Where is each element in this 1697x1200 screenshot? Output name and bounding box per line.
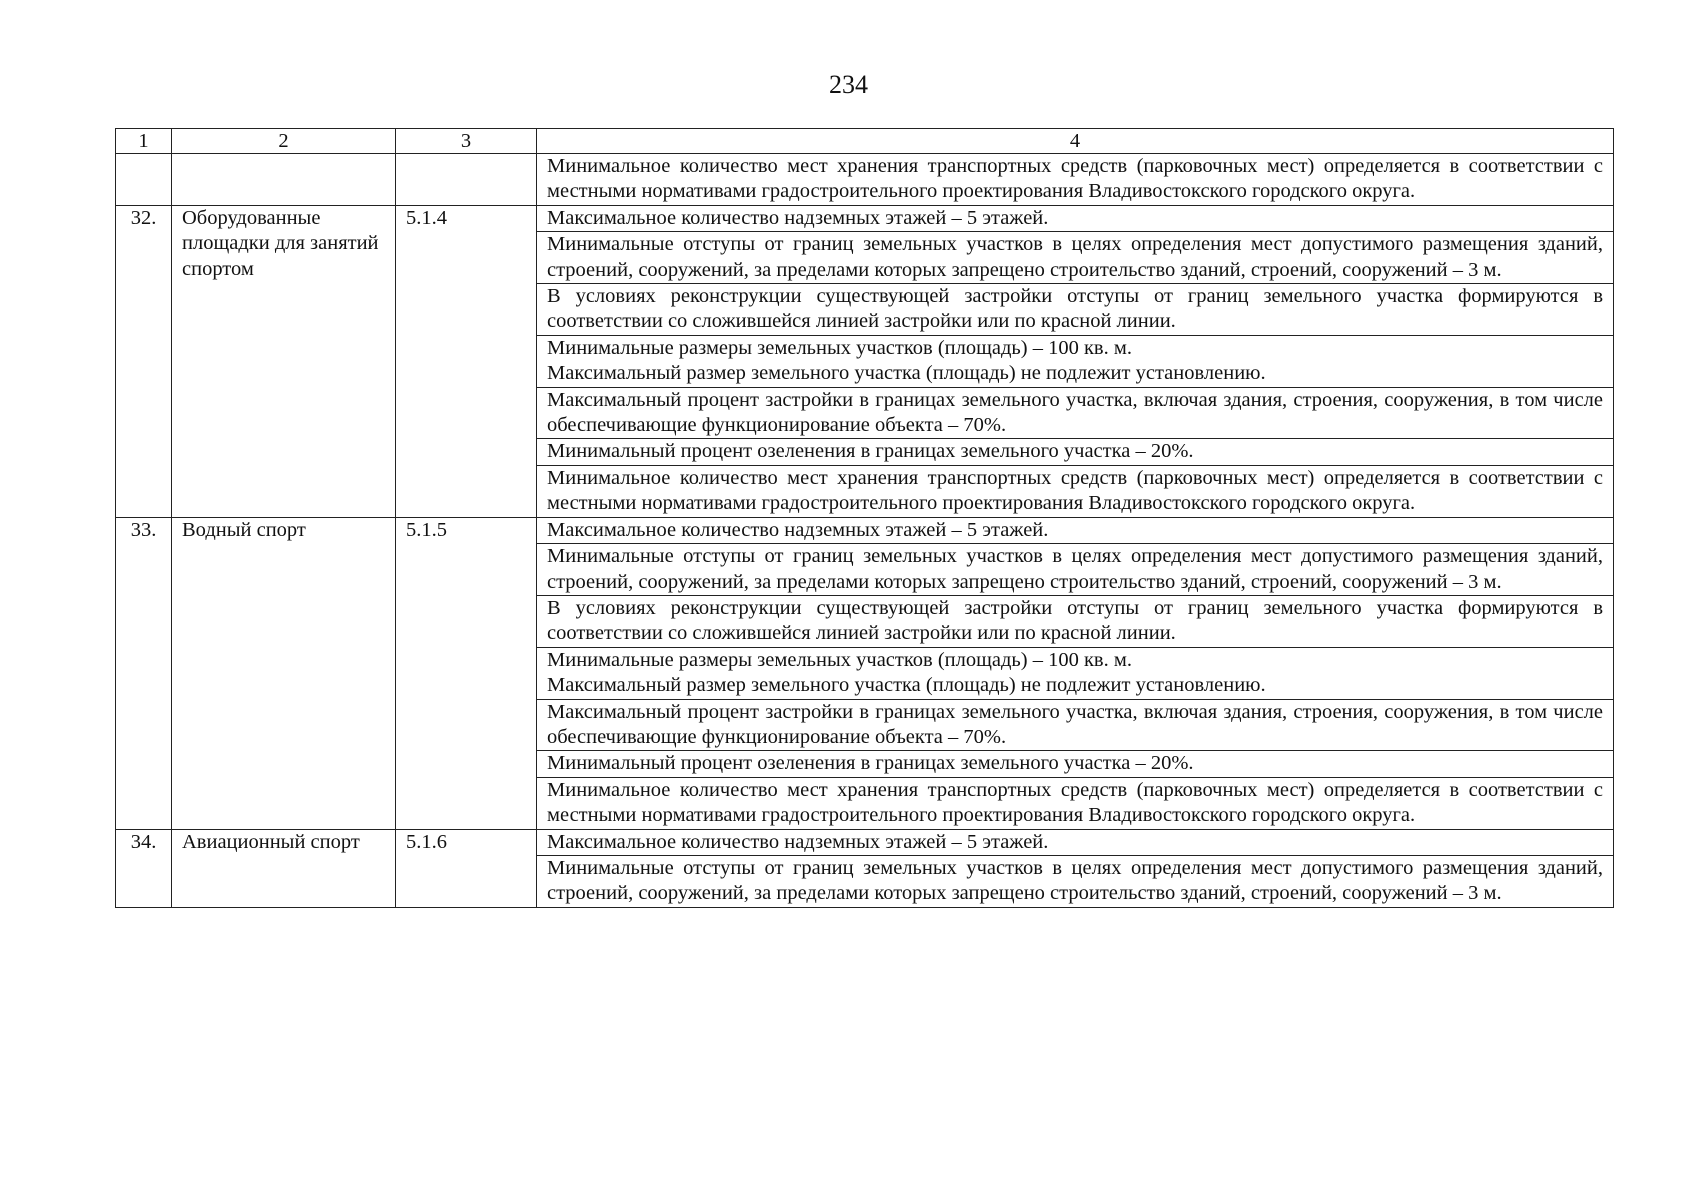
- parameter-line: Максимальный размер земельного участка (площадь) не подлежит установлению.: [547, 362, 1266, 385]
- parameter-text: [537, 647, 1614, 699]
- parameter-text: Минимальное количество мест хранения транспортных средств (парковочных мест) определяется в соответствии с местными нормативами градостроительного проектирования Владивостокского городского округа.: [537, 777, 1614, 829]
- table-header-row: [116, 129, 1614, 154]
- parameter-text: Минимальное количество мест хранения транспортных средств (парковочных мест) определяется в соответствии с местными нормативами градостроительного проектирования Владивостокского городского округа.: [537, 465, 1614, 517]
- parameter-text: Максимальное количество надземных этажей – 5 этажей.: [537, 205, 1614, 231]
- parameter-text: Максимальное количество надземных этажей – 5 этажей.: [537, 829, 1614, 855]
- parameter-text: Минимальные отступы от границ земельных участков в целях определения мест допустимого размещения зданий, строений, сооружений, за пределами которых запрещено строительство зданий, строений, сооружений – 3 м.: [537, 855, 1614, 907]
- parameter-text: Минимальные отступы от границ земельных участков в целях определения мест допустимого размещения зданий, строений, сооружений, за пределами которых запрещено строительство зданий, строений, сооружений – 3 м.: [537, 232, 1614, 284]
- row-number: 33.: [116, 517, 172, 829]
- table-row: [116, 829, 1614, 855]
- parameter-text: Минимальные отступы от границ земельных участков в целях определения мест допустимого размещения зданий, строений, сооружений, за пределами которых запрещено строительство зданий, строений, сооружений – 3 м.: [537, 544, 1614, 596]
- land-use-code: 5.1.5: [396, 517, 537, 829]
- land-use-name: Оборудованные площадки для занятий спортом: [172, 205, 396, 517]
- continuation-code-cell: [396, 154, 537, 206]
- land-use-code: 5.1.6: [396, 829, 537, 907]
- column-header-1: 1: [116, 129, 172, 154]
- column-header-2: 2: [172, 129, 396, 154]
- parameter-text: В условиях реконструкции существующей застройки отступы от границ земельного участка формируются в соответствии со сложившейся линией застройки или по красной линии.: [537, 595, 1614, 647]
- land-use-code: 5.1.4: [396, 205, 537, 517]
- column-header-4: 4: [537, 129, 1614, 154]
- parameter-line: Минимальные размеры земельных участков (площадь) – 100 кв. м.: [547, 336, 1132, 359]
- parameter-text: Максимальный процент застройки в границах земельного участка, включая здания, строения, сооружения, в том числе обеспечивающие функционирование объекта – 70%.: [537, 699, 1614, 751]
- row-number: 32.: [116, 205, 172, 517]
- parameter-line: Минимальные размеры земельных участков (площадь) – 100 кв. м.: [547, 648, 1132, 671]
- parameter-text: Минимальный процент озеленения в границах земельного участка – 20%.: [537, 439, 1614, 465]
- continuation-row: [116, 154, 1614, 206]
- row-number: 34.: [116, 829, 172, 907]
- land-use-name: Авиационный спорт: [172, 829, 396, 907]
- land-use-name: Водный спорт: [172, 517, 396, 829]
- column-header-3: 3: [396, 129, 537, 154]
- table-row: [116, 205, 1614, 231]
- parameter-text: В условиях реконструкции существующей застройки отступы от границ земельного участка формируются в соответствии со сложившейся линией застройки или по красной линии.: [537, 284, 1614, 336]
- parameter-line: Максимальный размер земельного участка (площадь) не подлежит установлению.: [547, 674, 1266, 697]
- land-use-table: [115, 128, 1614, 908]
- parameter-text: Минимальный процент озеленения в границах земельного участка – 20%.: [537, 751, 1614, 777]
- parameter-text: Максимальный процент застройки в границах земельного участка, включая здания, строения, сооружения, в том числе обеспечивающие функционирование объекта – 70%.: [537, 387, 1614, 439]
- page-number: 234: [829, 70, 868, 99]
- continuation-num-cell: [116, 154, 172, 206]
- continuation-name-cell: [172, 154, 396, 206]
- parameter-text: Максимальное количество надземных этажей – 5 этажей.: [537, 517, 1614, 543]
- table-row: [116, 517, 1614, 543]
- parameter-text: Минимальное количество мест хранения транспортных средств (парковочных мест) определяется в соответствии с местными нормативами градостроительного проектирования Владивостокского городского округа.: [537, 154, 1614, 206]
- parameter-text: [537, 335, 1614, 387]
